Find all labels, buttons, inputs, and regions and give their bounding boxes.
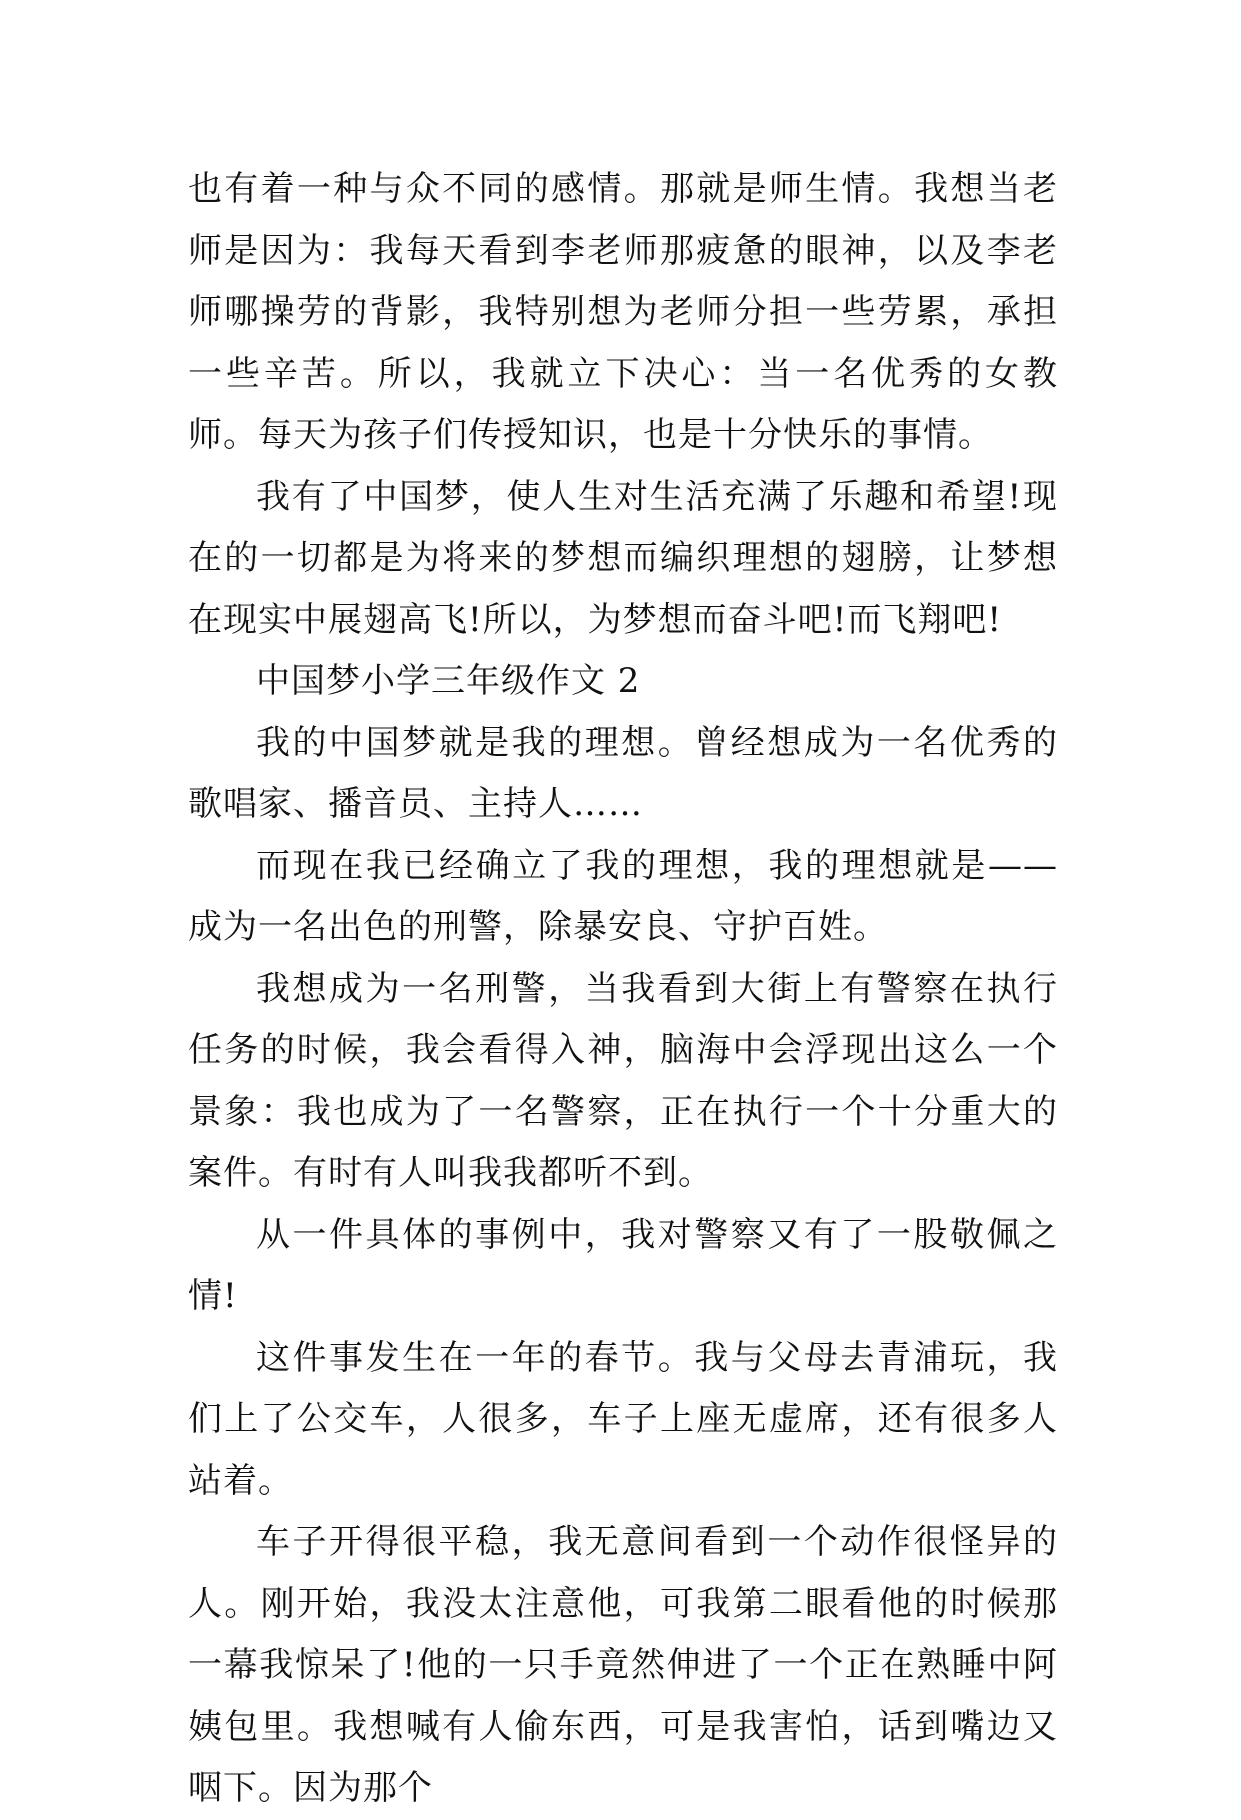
body-text xyxy=(188,159,1058,1820)
paragraph: 而现在我已经确立了我的理想，我的理想就是——成为一名出色的刑警，除暴安良、守护百姓。 xyxy=(188,845,1058,947)
paragraph: 我的中国梦就是我的理想。曾经想成为一名优秀的歌唱家、播音员、主持人…… xyxy=(188,722,1058,824)
paragraph: 我想成为一名刑警，当我看到大街上有警察在执行任务的时候，我会看得入神，脑海中会浮现出这么一个景象：我也成为了一名警察，正在执行一个十分重大的案件。有时有人叫我我都听不到。 xyxy=(188,968,1058,1193)
paragraph: 也有着一种与众不同的感情。那就是师生情。我想当老师是因为：我每天看到李老师那疲惫的眼神，以及李老师哪操劳的背影，我特别想为老师分担一些劳累，承担一些辛苦。所以，我就立下决心：当一名优秀的女教师。每天为孩子们传授知识，也是十分快乐的事情。 xyxy=(188,169,1058,455)
paragraph: 从一件具体的事例中，我对警察又有了一股敬佩之情! xyxy=(188,1214,1058,1316)
paragraph: 我有了中国梦，使人生对生活充满了乐趣和希望!现在的一切都是为将来的梦想而编织理想的翅膀，让梦想在现实中展翅高飞!所以，为梦想而奋斗吧!而飞翔吧! xyxy=(188,476,1058,640)
paragraph: 车子开得很平稳，我无意间看到一个动作很怪异的人。刚开始，我没太注意他，可我第二眼看他的时候那一幕我惊呆了!他的一只手竟然伸进了一个正在熟睡中阿姨包里。我想喊有人偷东西，可是我害怕，话到嘴边又咽下。因为那个 xyxy=(188,1522,1058,1808)
section-heading: 中国梦小学三年级作文 2 xyxy=(256,661,641,701)
paragraph: 这件事发生在一年的春节。我与父母去青浦玩，我们上了公交车，人很多，车子上座无虚席，还有很多人站着。 xyxy=(188,1337,1058,1501)
